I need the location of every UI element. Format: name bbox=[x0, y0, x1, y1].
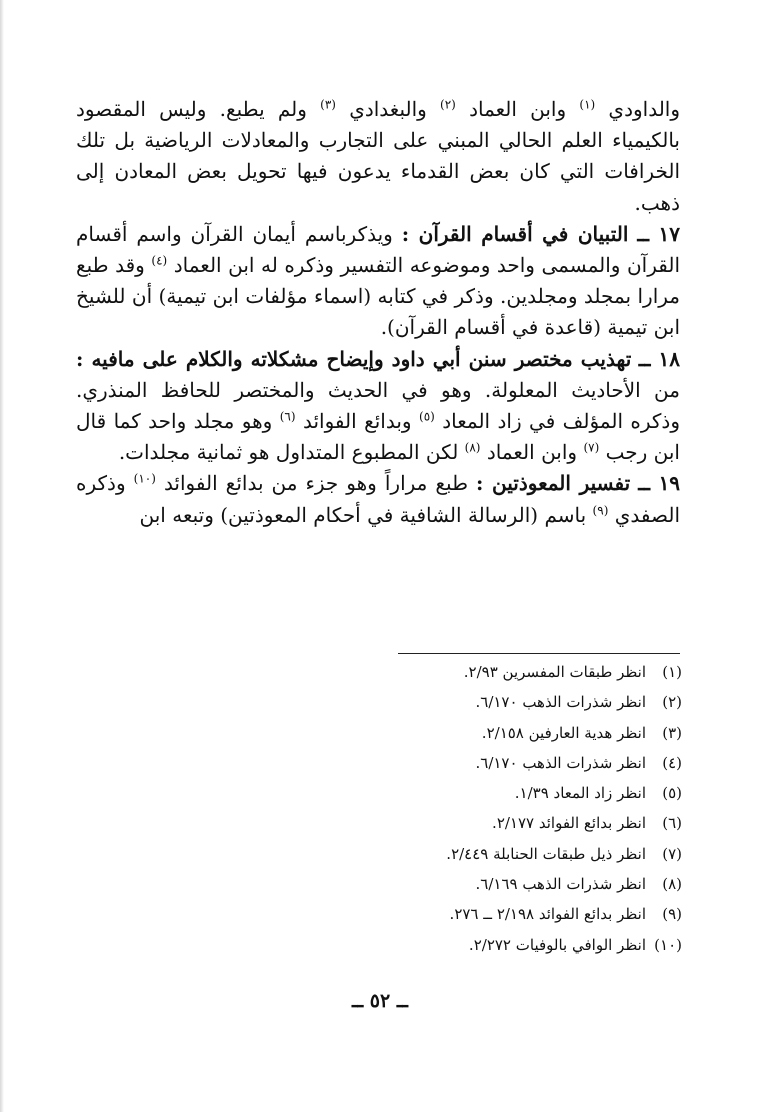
footnote-item bbox=[380, 839, 682, 869]
footnote-item bbox=[380, 748, 682, 778]
entry-17-title: التبيان في أقسام القرآن : bbox=[401, 221, 629, 246]
entry-19 bbox=[76, 468, 680, 530]
footnote-marker: (٨) bbox=[662, 875, 682, 894]
entry-18-text-5: لكن المطبوع المتداول هو ثمانية مجلدات. bbox=[118, 440, 459, 465]
entry-18-number: ١٨ ــ bbox=[638, 346, 680, 371]
entry-17-number: ١٧ ــ bbox=[637, 221, 681, 246]
footnote-item bbox=[380, 687, 682, 717]
footnote-item bbox=[380, 930, 682, 960]
footnote-text: انظر الوافي بالوفيات ٢/٢٧٢. bbox=[468, 935, 646, 954]
footnote-ref-2: (٢) bbox=[440, 97, 456, 112]
scan-edge-shadow bbox=[0, 0, 4, 1112]
footnote-ref-8: (٨) bbox=[464, 440, 481, 455]
main-text bbox=[76, 94, 680, 531]
footnote-marker: (١٠) bbox=[654, 935, 682, 954]
footnote-item bbox=[380, 718, 682, 748]
footnote-text: انظر بدائع الفوائد ٢/١٩٨ ــ ٢٧٦. bbox=[449, 905, 646, 924]
entry-19-title: تفسير المعوذتين : bbox=[476, 471, 631, 496]
entry-18-title: تهذيب مختصر سنن أبي داود وإيضاح مشكلاته والكلام على مافيه : bbox=[76, 346, 632, 371]
entry-19-number: ١٩ ــ bbox=[638, 471, 681, 496]
entry-18-text-3: وهو مجلد واحد كما قال ابن رجب bbox=[76, 409, 680, 465]
footnote-ref-4: (٤) bbox=[151, 253, 168, 268]
entry-18-text-1: من الأحاديث المعلولة. وهو في الحديث والمختصر للحافظ المنذري. وذكره المؤلف في زاد المعاد bbox=[76, 377, 680, 434]
footnote-item bbox=[380, 657, 682, 687]
footnote-text: انظر شذرات الذهب ٦/١٧٠. bbox=[475, 753, 646, 772]
intro-text-3: والبغدادي bbox=[349, 97, 427, 121]
entry-17-text-1: ويذكرباسم أيمان القرآن واسم أقسام القرآن والمسمى واحد وموضوعه التفسير وذكره له ابن العماد bbox=[76, 221, 681, 278]
entry-19-text-2: وذكره الصفدي bbox=[76, 471, 680, 527]
footnote-ref-3: (٣) bbox=[320, 97, 336, 112]
footnote-marker: (٧) bbox=[662, 844, 682, 863]
footnote-text: انظر بدائع الفوائد ٢/١٧٧. bbox=[492, 814, 646, 833]
footnote-text: انظر شذرات الذهب ٦/١٦٩. bbox=[475, 875, 646, 894]
footnote-text: انظر طبقات المفسرين ٢/٩٣. bbox=[463, 663, 646, 681]
entry-17-text-2: وقد طبع مرارا بمجلد ومجلدين. وذكر في كتابه (اسماء مؤلفات ابن تيمية) أن للشيخ ابن تيمية (قاعدة في أقسام القرآن). bbox=[76, 253, 680, 340]
entry-18-text-4: وابن العماد bbox=[486, 440, 578, 465]
intro-text-1: والداودي bbox=[608, 97, 681, 121]
intro-text-2: وابن العماد bbox=[469, 97, 567, 121]
footnote-marker: (٤) bbox=[662, 753, 682, 772]
footnote-item bbox=[380, 778, 682, 808]
footnote-marker: (٣) bbox=[662, 723, 682, 742]
entry-17 bbox=[76, 219, 680, 344]
footnote-item bbox=[380, 808, 682, 838]
footnote-text: انظر ذيل طبقات الحنابلة ٢/٤٤٩. bbox=[446, 844, 646, 863]
intro-text-4: ولم يطبع. وليس المقصود بالكيمياء العلم الحالي المبني على التجارب والمعادلات الرياضية بل تلك الخرافات التي كان بعض القدماء يدعون فيها تحويل بعض المعادن إلى ذهب. bbox=[76, 97, 680, 215]
footnote-ref-9: (٩) bbox=[592, 502, 609, 517]
page-number: ــ ٥٢ ــ bbox=[352, 990, 408, 1012]
entry-19-text-1: طبع مراراً وهو جزء من بدائع الفوائد bbox=[163, 471, 468, 496]
footnote-ref-5: (٥) bbox=[419, 409, 435, 424]
entry-18 bbox=[76, 344, 680, 469]
footnote-text: انظر شذرات الذهب ٦/١٧٠. bbox=[475, 693, 646, 712]
intro-paragraph bbox=[76, 94, 680, 219]
footnote-marker: (٢) bbox=[662, 693, 682, 712]
footnote-item bbox=[380, 869, 682, 899]
footnote-text: انظر زاد المعاد ١/٣٩. bbox=[514, 784, 646, 803]
footnote-marker: (٦) bbox=[662, 814, 682, 833]
entry-19-text-3: باسم (الرسالة الشافية في أحكام المعوذتين) وتبعه ابن bbox=[139, 502, 587, 527]
footnotes bbox=[380, 657, 682, 960]
footnote-ref-10: (١٠) bbox=[133, 471, 156, 486]
footnote-separator bbox=[398, 653, 680, 654]
footnote-text: انظر هدية العارفين ٢/١٥٨. bbox=[481, 723, 646, 742]
footnote-item bbox=[380, 899, 682, 929]
footnote-ref-6: (٦) bbox=[279, 409, 296, 424]
footnote-marker: (١) bbox=[662, 663, 682, 681]
footnote-marker: (٥) bbox=[662, 784, 682, 803]
footnote-ref-7: (٧) bbox=[583, 440, 600, 455]
entry-18-text-2: وبدائع الفوائد bbox=[302, 409, 412, 434]
footnote-ref-1: (١) bbox=[579, 97, 596, 112]
footnote-marker: (٩) bbox=[662, 905, 682, 924]
